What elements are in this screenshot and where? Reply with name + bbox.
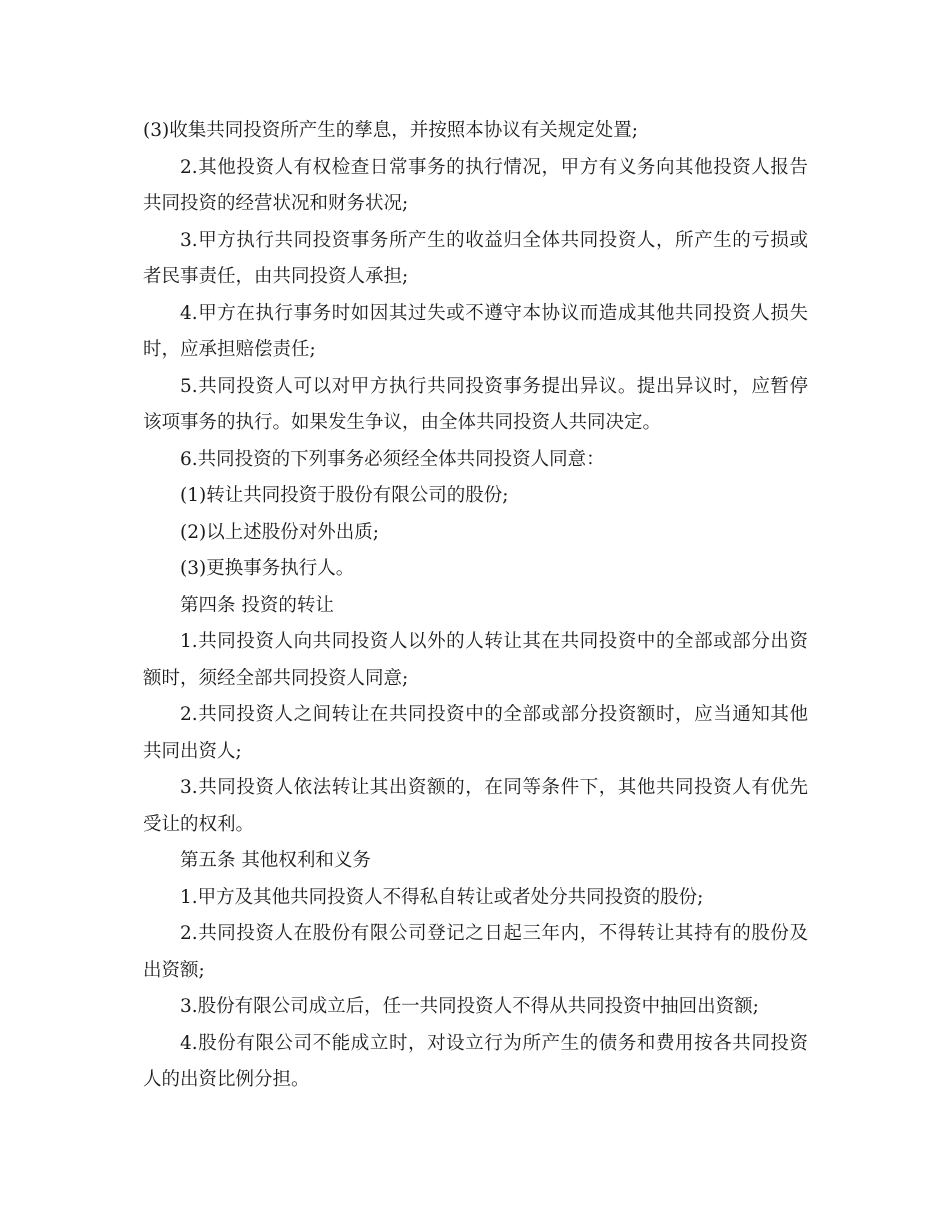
- clause-paragraph: 2.其他投资人有权检查日常事务的执行情况，甲方有义务向其他投资人报告共同投资的经营状况和财务状况;: [143, 156, 808, 214]
- article-heading-5: 第五条 其他权利和义务: [180, 850, 371, 871]
- clause-paragraph: 1.共同投资人向共同投资人以外的人转让其在共同投资中的全部或部分出资额时，须经全部共同投资人同意;: [143, 631, 808, 689]
- article-heading-4: 第四条 投资的转让: [180, 594, 334, 616]
- clause-paragraph: 3.股份有限公司成立后，任一共同投资人不得从共同投资中抽回出资额;: [180, 996, 759, 1017]
- clause-paragraph: 4.甲方在执行事务时如因其过失或不遵守本协议而造成其他共同投资人损失时，应承担赔偿责任;: [143, 302, 808, 360]
- clause-paragraph: 3.甲方执行共同投资事务所产生的收益归全体共同投资人，所产生的亏损或者民事责任，由共同投资人承担;: [143, 229, 808, 287]
- sub-clause-item: (3)更换事务执行人。: [180, 558, 355, 579]
- sub-clause-item: (1)转让共同投资于股份有限公司的股份;: [180, 485, 509, 506]
- document-body: [143, 113, 808, 1099]
- clause-item-3-collect-interest: (3)收集共同投资所产生的孳息，并按照本协议有关规定处置;: [143, 120, 638, 141]
- clause-paragraph: 6.共同投资的下列事务必须经全体共同投资人同意：: [180, 448, 605, 470]
- clause-paragraph: 5.共同投资人可以对甲方执行共同投资事务提出异议。提出异议时，应暂停该项事务的执行。如果发生争议，由全体共同投资人共同决定。: [143, 375, 808, 433]
- clause-paragraph: 2.共同投资人之间转让在共同投资中的全部或部分投资额时，应当通知其他共同出资人;: [143, 704, 808, 762]
- sub-clause-item: (2)以上述股份对外出质;: [180, 521, 379, 543]
- clause-paragraph: 2.共同投资人在股份有限公司登记之日起三年内，不得转让其持有的股份及出资额;: [143, 923, 808, 981]
- clause-paragraph: 1.甲方及其他共同投资人不得私自转让或者处分共同投资的股份;: [180, 886, 704, 908]
- clause-paragraph: 4.股份有限公司不能成立时，对设立行为所产生的债务和费用按各共同投资人的出资比例分担。: [143, 1032, 808, 1090]
- clause-paragraph: 3.共同投资人依法转让其出资额的，在同等条件下，其他共同投资人有优先受让的权利。: [143, 777, 808, 835]
